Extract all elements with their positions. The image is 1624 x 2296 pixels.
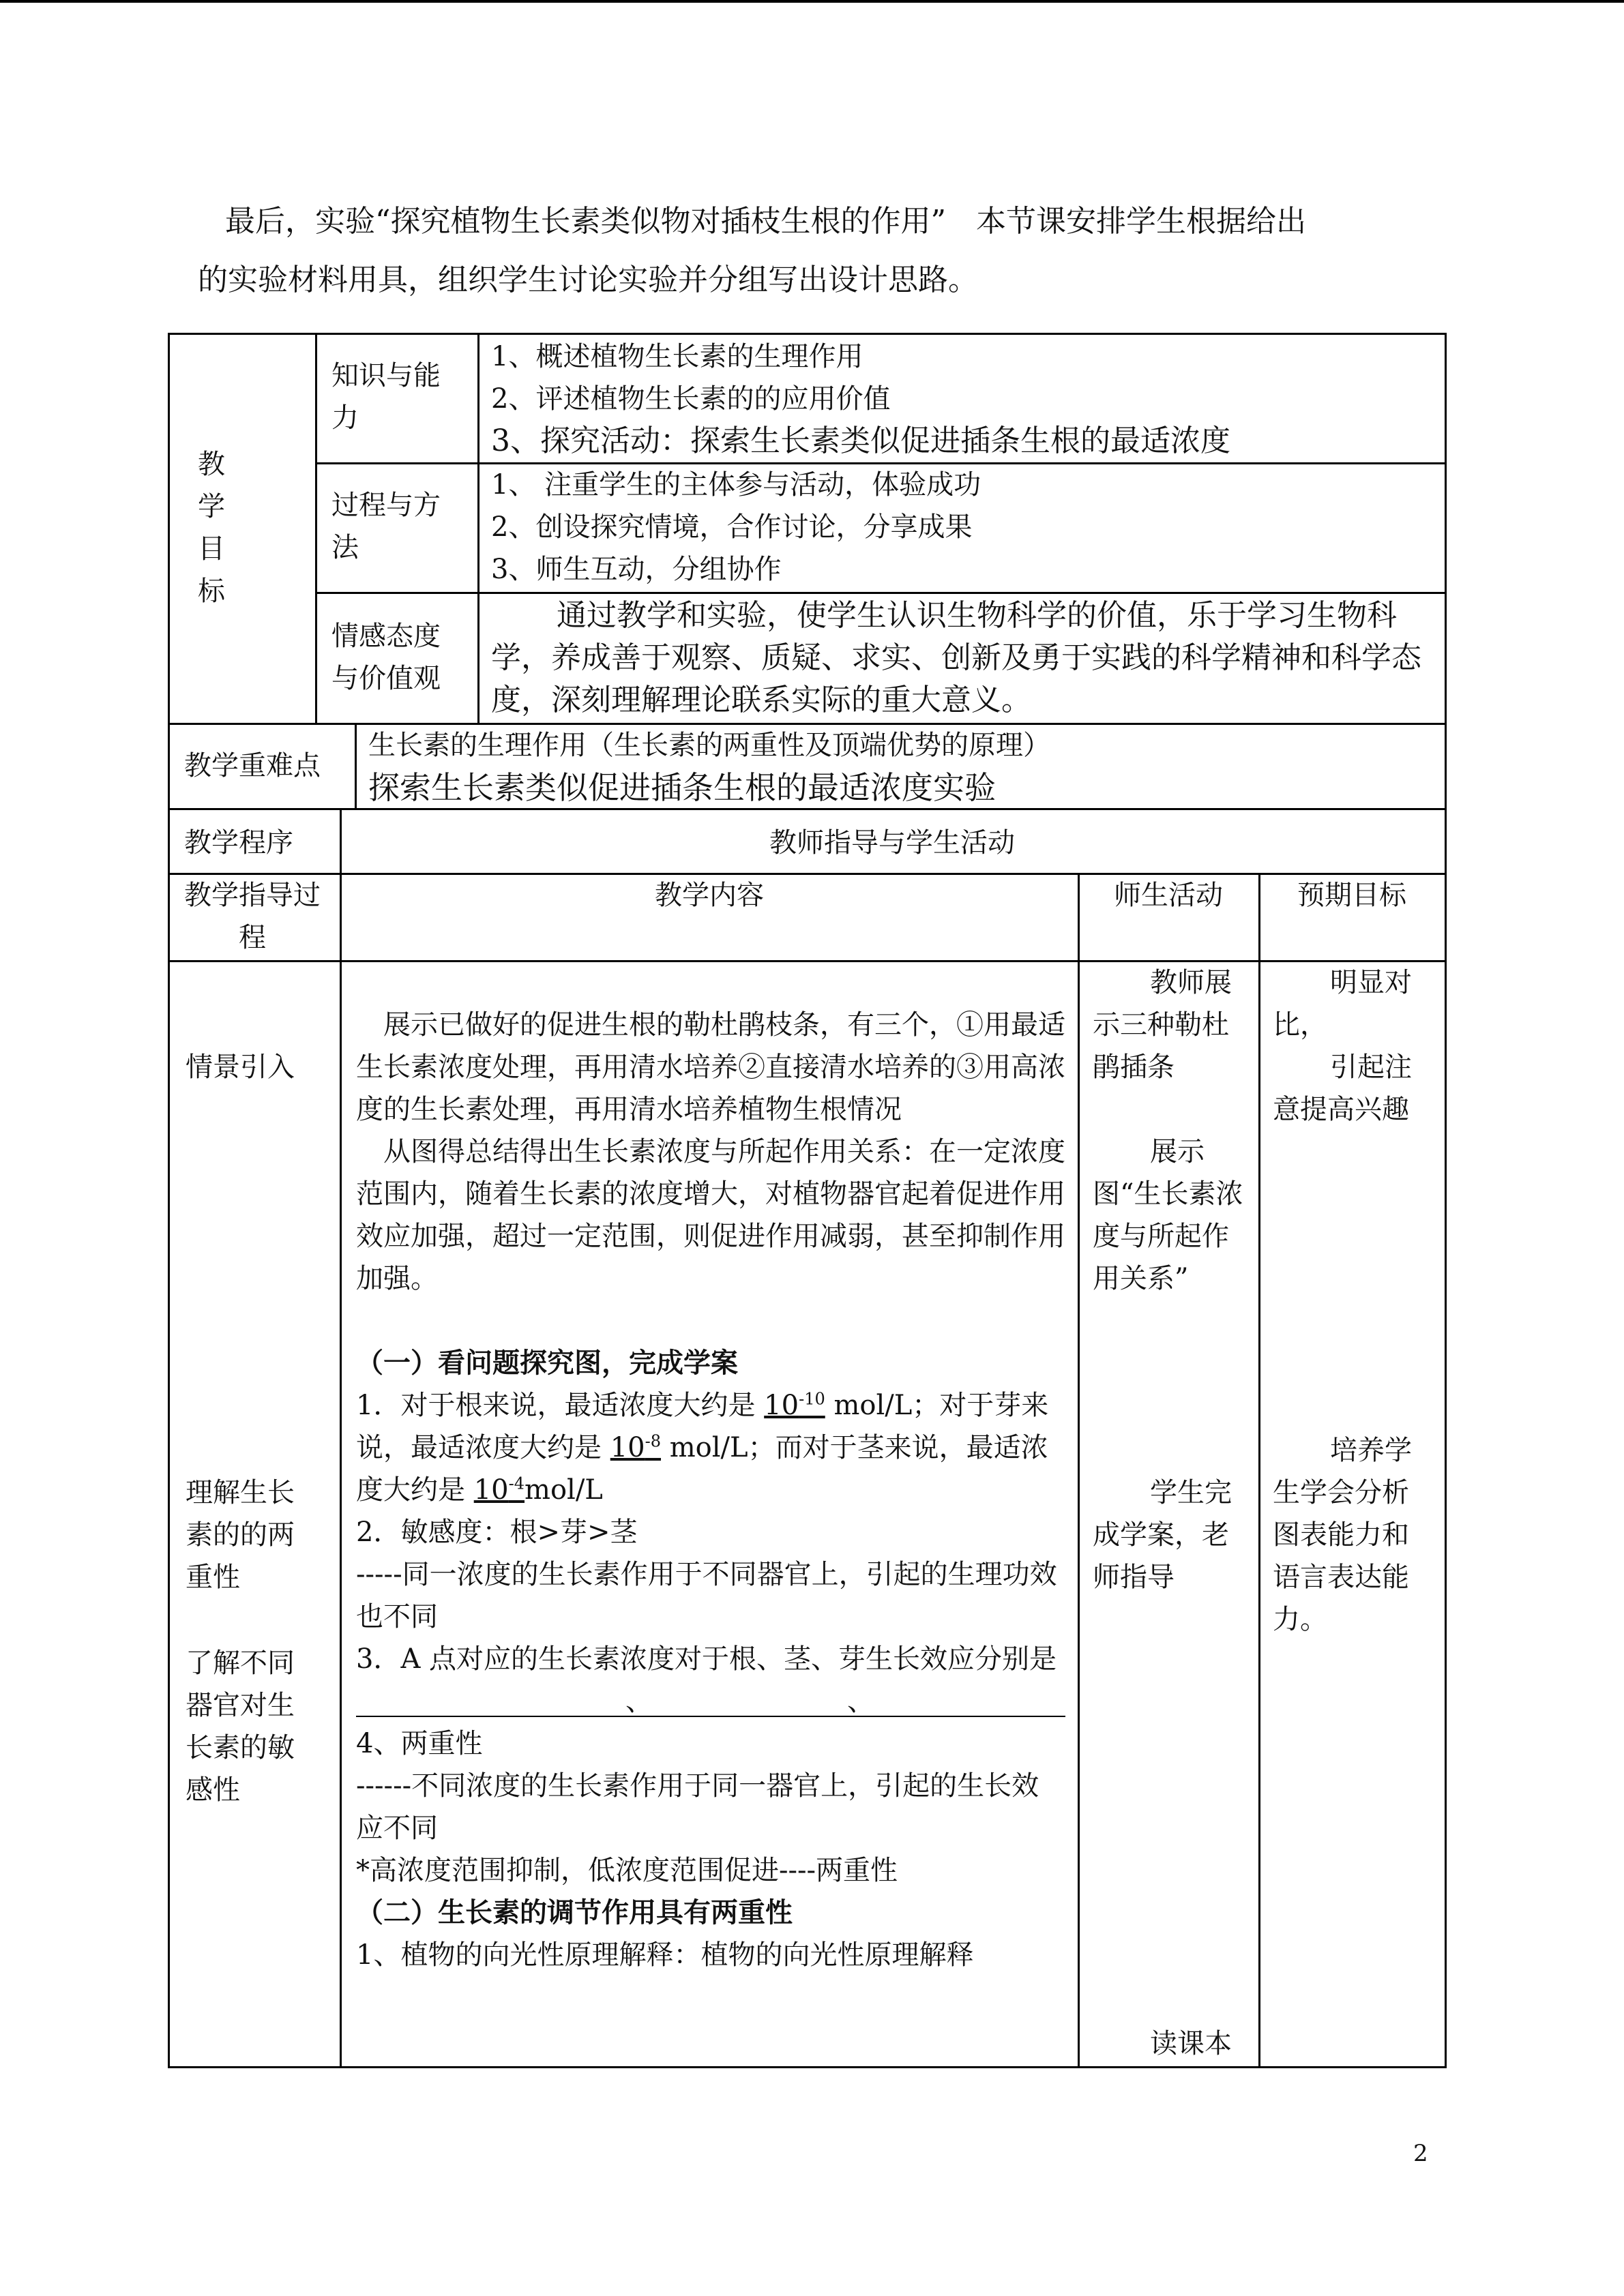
column-header-content: 教学内容 bbox=[655, 880, 764, 911]
q1-bud-base: 10 bbox=[610, 1432, 645, 1463]
content-spacer bbox=[356, 1300, 1065, 1342]
q3-answer-line bbox=[356, 1716, 1065, 1717]
knowledge-item-2: 2、评述植物生长素的的应用价值 bbox=[491, 383, 891, 415]
objectives-label-char: 教 bbox=[198, 449, 225, 480]
q3-separator-1: 、 bbox=[625, 1686, 653, 1717]
q1-text-a: 1．对于根来说，最适浓度大约是 bbox=[356, 1390, 756, 1421]
knowledge-item-3: 3、探究活动：探索生长素类似促进插条生根的最适浓度 bbox=[491, 423, 1230, 458]
category-attitude: 情感态度与价值观 bbox=[331, 621, 441, 694]
process-item-1: 1、 注重学生的主体参与活动，体验成功 bbox=[491, 469, 981, 501]
content-question-4: 4、两重性 bbox=[356, 1728, 483, 1759]
top-border-line bbox=[0, 0, 1624, 3]
category-knowledge: 知识与能力 bbox=[331, 360, 441, 434]
knowledge-item-1: 1、概述植物生长素的生理作用 bbox=[491, 341, 863, 372]
activity-read-textbook: 读课本 bbox=[1150, 2028, 1232, 2059]
process-item-3: 3、师生互动，分组协作 bbox=[491, 554, 782, 585]
process-duality: 理解生长素的的两重性 bbox=[186, 1477, 295, 1593]
activity-col-divider bbox=[1258, 873, 1260, 2068]
procedure-label: 教学程序 bbox=[184, 827, 293, 859]
column-header-activity: 师生活动 bbox=[1114, 880, 1223, 911]
keypoints-col-divider bbox=[355, 723, 357, 810]
content-question-2-note: -----同一浓度的生长素作用于不同器官上，引起的生理功效也不同 bbox=[356, 1559, 1057, 1632]
q1-stem-value bbox=[474, 1474, 525, 1506]
column-header-process: 教学指导过程 bbox=[184, 880, 321, 953]
content-question-4-star: *高浓度范围抑制，低浓度范围促进----两重性 bbox=[356, 1855, 898, 1886]
keypoints-line-2: 探索生长素类似促进插条生根的最适浓度实验 bbox=[368, 769, 996, 806]
procedure-value: 教师指导与学生活动 bbox=[769, 827, 1015, 859]
page-number: 2 bbox=[1413, 2140, 1428, 2167]
objectives-col-divider-1 bbox=[315, 333, 317, 725]
keypoints-label: 教学重难点 bbox=[184, 750, 321, 781]
q1-root-exp: -10 bbox=[799, 1389, 825, 1409]
intro-line-1: 最后，实验“探究植物生长素类似物对插枝生根的作用” 本节课安排学生根据给出 bbox=[225, 204, 1306, 239]
process-col-divider bbox=[340, 808, 342, 2068]
intro-line-2: 的实验材料用具，组织学生讨论实验并分组写出设计思路。 bbox=[198, 263, 978, 297]
q1-text-d: mol/L bbox=[525, 1474, 603, 1506]
content-heading-1: （一）看问题探究图，完成学案 bbox=[356, 1347, 738, 1379]
q1-bud-exp: -8 bbox=[645, 1431, 662, 1451]
objectives-label-char: 目 bbox=[198, 533, 225, 565]
content-col-divider bbox=[1078, 873, 1080, 2068]
process-item-2: 2、创设探究情境，合作讨论，分享成果 bbox=[491, 511, 973, 543]
content-question-2: 2．敏感度：根>芽>茎 bbox=[356, 1517, 638, 1548]
content-question-4-note: ------不同浓度的生长素作用于同一器官上，引起的生长效应不同 bbox=[356, 1770, 1039, 1844]
content-heading-2: （二）生长素的调节作用具有两重性 bbox=[356, 1896, 793, 1928]
q3-answer-blanks[interactable] bbox=[356, 1680, 1065, 1723]
process-sensitivity: 了解不同器官对生长素的敏感性 bbox=[186, 1648, 295, 1806]
activity-show-chart: 展示图“生长素浓度与所起作用关系” bbox=[1093, 1136, 1243, 1294]
goal-interest: 引起注意提高兴趣 bbox=[1273, 1052, 1412, 1125]
content-para-2: 从图得总结得出生长素浓度与所起作用关系：在一定浓度范围内，随着生长素的浓度增大，对植物器官起着促进作用效应加强，超过一定范围，则促进作用减弱，甚至抑制作用加强。 bbox=[356, 1136, 1065, 1294]
q3-separator-2: 、 bbox=[847, 1686, 874, 1717]
activity-show-cuttings: 教师展示三种勒杜鹃插条 bbox=[1093, 967, 1232, 1083]
table-border-right bbox=[1445, 333, 1447, 2068]
objectives-divider-2 bbox=[315, 592, 1447, 594]
keypoints-line-1: 生长素的生理作用（生长素的两重性及顶端优势的原理） bbox=[368, 730, 1050, 761]
q1-root-value bbox=[764, 1390, 825, 1421]
q1-stem-exp: -4 bbox=[508, 1474, 525, 1493]
row-divider-header bbox=[168, 960, 1447, 962]
q1-bud-value bbox=[610, 1432, 661, 1463]
q1-stem-base: 10 bbox=[473, 1474, 509, 1506]
content-block bbox=[356, 1004, 1065, 1976]
content-last-line: 1、植物的向光性原理解释：植物的向光性原理解释 bbox=[356, 1939, 974, 1971]
attitude-text: 通过教学和实验，使学生认识生物科学的价值，乐于学习生物科学，养成善于观察、质疑、求实、创新及勇于实践的科学精神和科学态度，深刻理解理论联系实际的重大意义。 bbox=[491, 598, 1421, 717]
process-intro: 情景引入 bbox=[186, 1052, 295, 1083]
activity-worksheet: 学生完成学案，老师指导 bbox=[1093, 1477, 1232, 1593]
q1-root-base: 10 bbox=[764, 1390, 799, 1421]
q1-text-c: mol/L；而对于茎来说，最适浓度大约是 bbox=[356, 1432, 1048, 1506]
content-question-1 bbox=[356, 1384, 1065, 1511]
content-para-1: 展示已做好的促进生根的勒杜鹃枝条，有三个，①用最适生长素浓度处理，再用清水培养②直接清水培养的③用高浓度的生长素处理，再用清水培养植物生根情况 bbox=[356, 1009, 1065, 1125]
objectives-label-char: 标 bbox=[198, 576, 225, 607]
objectives-col-divider-2 bbox=[477, 333, 479, 725]
process-items bbox=[491, 464, 1439, 591]
table-border-bottom bbox=[168, 2066, 1447, 2068]
column-header-goal: 预期目标 bbox=[1297, 880, 1406, 911]
q1-text-b: mol/L；对于芽来说，最适浓度大约是 bbox=[356, 1390, 1049, 1463]
goal-analysis-skills: 培养学生学会分析图表能力和语言表达能力。 bbox=[1273, 1435, 1412, 1635]
objectives-label bbox=[198, 443, 225, 612]
table-border-top bbox=[168, 333, 1447, 335]
objectives-label-char: 学 bbox=[198, 491, 225, 522]
category-process: 过程与方法 bbox=[331, 490, 441, 563]
knowledge-items bbox=[491, 336, 1439, 462]
goal-contrast: 明显对比， bbox=[1273, 967, 1412, 1041]
table-border-left bbox=[168, 333, 170, 2068]
intro-paragraph bbox=[198, 192, 1439, 310]
content-question-3: 3．A 点对应的生长素浓度对于根、茎、芽生长效应分别是 bbox=[356, 1643, 1057, 1675]
